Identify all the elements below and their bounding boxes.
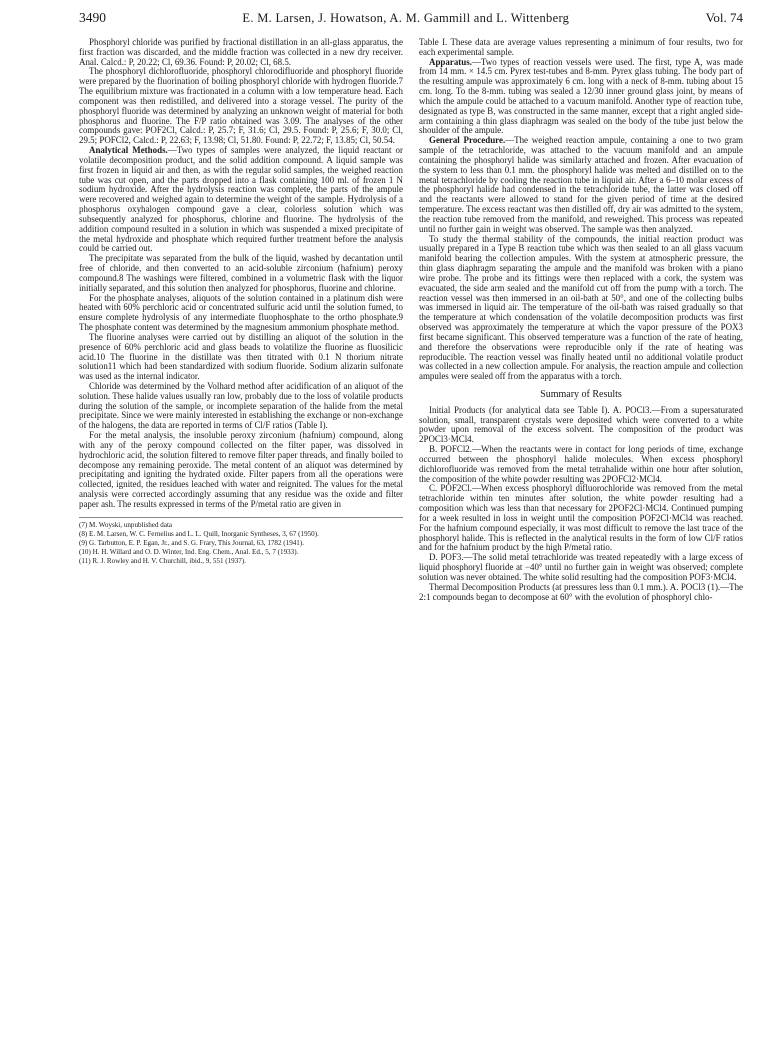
analytical-methods-heading: Analytical Methods.: [89, 145, 168, 156]
paragraph-initial-products: Initial Products (for analytical data see Table I). A. POCl3.—From a supersaturated solution, small, transparent crystals were deposited which were converted to a white powder upon removal of the excess solvent. The composition of the product was 2POCl3·MCl4.: [419, 404, 743, 445]
paragraph-phosphoryl-chloride: Phosphoryl chloride was purified by fractional distillation in an all-glass apparatus, the first fraction was discarded, and the middle fraction was collected in a new dry receiver. Anal. Calcd.: P, 20.22; Cl, 69.36. Found: P, 20.02; Cl, 68.5.: [79, 38, 403, 67]
summary-of-results-title: Summary of Results: [540, 388, 622, 400]
paragraph-phosphate: For the phosphate analyses, aliquots of the solution contained in a platinum dish were heated with 60% perchloric acid or concentrated sulfuric acid until the solution fumed, to ensure complete hydrolysis of any intermediate fluophosphate to the ortho phosphate.9 The phosphate content was determined by the magnesium ammonium phosphate method.: [79, 292, 403, 333]
paragraph-thermal-stability: To study the thermal stability of the compounds, the initial reaction product was usually prepared in a Type B reaction tube which was then sealed to an all glass vacuum manifold bearing the collection ampules. With the system at atmospheric pressure, the thin glass diaphragm separating the ampule and the manifold was broken with a piano wire probe. The probe and its fittings were then replaced with a cork, the system was evacuated, the side arm sealed and the manifold cut off from the pump with a torch. The reaction vessel was then immersed in an oil-bath at 50°, and one of the collecting bulbs was immersed in liquid air. The temperature of the oil-bath was raised gradually so that the temperature at which condensation of the volatile decomposition products was first observed was approximately the temperature at which the vapor pressure of the POX3 first became significant. This observed temperature was a function of the rate of heating, and therefore the observations were reproducible only if the rate of heating was reproducible. The reaction vessel was finally heated until no additional volatile product was collected in a new collection ampule. For analysis, the reaction ampule and collection ampules were sealed off from the apparatus with a torch.: [419, 233, 743, 382]
paragraph-fluorination: The phosphoryl dichlorofluoride, phosphoryl chlorodifluoride and phosphoryl fluoride were prepared by the fluorination of boiling phosphoryl chloride with hydrogen fluoride.7 The equilibrium mixture was fractionated in a column with a low temperature head. Each component was then redistilled, and delivered into a storage vessel. The purity of the phosphoryl fluoride was determined by analyzing an unknown weight of material for both phosphorus and fluorine. The F/P ratio obtained was 3.09. The analyses of the other compounds gave: POF2Cl, Calcd.: P, 25.7; F, 31.6; Cl, 29.5. Found: P, 25.6; F, 30.0; Cl, 29.5; POFCl2, Calcd.: P, 22.63; F, 13.98; Cl, 51.80. Found: P, 22.72; F, 13.85; Cl, 50.54.: [79, 66, 403, 146]
apparatus-heading: Apparatus.: [429, 56, 472, 67]
paragraph-thermal-decomposition: Thermal Decomposition Products (at pressures less than 0.1 mm.). A. POCl3 (1).—The 2:1 compounds began to decompose at 60° with the evolution of phosphoryl chlo-: [419, 581, 743, 602]
footnote-8: (8) E. M. Larsen, W. C. Fernelius and L. L. Quill, Inorganic Syntheses, 3, 67 (1950).: [79, 529, 319, 538]
running-head-authors: E. M. Larsen, J. Howatson, A. M. Gammill and L. Wittenberg: [242, 11, 570, 25]
paragraph-precipitate: The precipitate was separated from the bulk of the liquid, washed by decantation until free of chloride, and then converted to an acid-soluble zirconium (hafnium) peroxy compound.8 The washings were filtered, combined in a volumetric flask with the liquor initially separated, and this solution then analyzed for phosphorus, fluorine and chlorine.: [79, 253, 403, 293]
two-column-body: [79, 38, 743, 1048]
right-column: [419, 38, 743, 1048]
footnotes: [79, 517, 403, 566]
page-number: 3490: [79, 10, 106, 25]
footnote-10: (10) H. H. Willard and O. D. Winter, Ind. Eng. Chem., Anal. Ed., 5, 7 (1933).: [79, 548, 299, 557]
general-procedure-text: —The weighed reaction ampule, containing a one to two gram sample of the tetrachloride, was attached to the vacuum manifold and an ampule containing the phosphoryl halide was similarly attached and frozen. After evacuation of the system to less than 0.1 mm. the phosphoryl halide was melted and distilled on to the metal tetrachloride by cooling the reaction tube in liquid air. After a 6–10 molar excess of the phosphoryl halide had condensed in the tetrachloride tube, the latter was closed off and the reactants were allowed to stand for the given period of time at the desired temperature. The excess reactant was then distilled off, dry air was admitted to the system, the reaction tube removed from the manifold, and reweighed. This process was repeated until no further gain in weight was observed. The sample was then analyzed.: [419, 135, 743, 234]
analytical-methods-text: —Two types of samples were analyzed, the liquid reactant or volatile decomposition product, and the solid addition compound. A liquid sample was first frozen in liquid air and then, as with the regular solid samples, the weighed reaction tube was cut open, and the parts dropped into a flask containing 100 ml. of frozen 1 N sodium hydroxide. After the hydrolysis reaction was complete, the parts of the ampule were recovered and weighed again to determine the weight of the sample. Hydrolysis of a phosphorus oxyhalogen compound gave a clear, colorless solution which was subsequently analyzed for phosphorus, chlorine and fluorine. The hydrolysis of the addition compound resulted in a solution in which was suspended a mixed precipitate of the metal hydroxide and phosphate which required further treatment before the analysis could be carried out.: [79, 145, 403, 254]
paragraph-pof3: D. POF3.—The solid metal tetrachloride was treated repeatedly with a large excess of liquid phosphoryl fluoride at −40° until no further gain in weight was observed; complete solution was never obtained. The white solid resulting had the composition POF3·MCl4.: [419, 552, 743, 582]
paragraph-metal-analysis: For the metal analysis, the insoluble peroxy zirconium (hafnium) compound, along with any of the peroxy compound collected on the filter paper, was dissolved in hydrochloric acid, the solution filtered to remove filter paper threads, and finally boiled to decompose any remaining peroxide. The metal content of an aliquot was determined by precipitating and igniting the hydrated oxide. Filter papers from all the operations were collected, ignited, the residues leached with water and reignited. The values for the metal analysis were corrected accordingly assuming that any residue was the oxide and filter paper ash. The results expressed in terms of the P/metal ratio are given in: [79, 430, 403, 509]
footnote-7: (7) M. Woyski, unpublished data: [79, 520, 173, 529]
footnote-11: (11) R. J. Rowley and H. V. Churchill, ibid., 9, 551 (1937).: [79, 557, 246, 566]
paragraph-table-intro: Table I. These data are average values representing a minimum of four results, two for each experimental sample.: [419, 38, 743, 57]
apparatus-text: —Two types of reaction vessels were used. The first, type A, was made from 14 mm. × 14.5 cm. Pyrex test-tubes and 8-mm. Pyrex glass tubing. The body part of the resulting ampule was approximately 6 cm. long with a neck of 8-mm. tubing about 15 cm. long. To the 8-mm. tubing was sealed a 12/30 inner ground glass joint, by means of which the ampule could be attached to a vacuum manifold. Another type of reaction tube, designated as type B, was constructed in the same manner, except that a right angled side-arm containing a thin glass diaphragm was sealed on the body of the tube just below the shoulder of the ampule.: [419, 56, 743, 136]
general-procedure-heading: General Procedure.: [429, 135, 506, 146]
volume-label: Vol. 74: [705, 10, 743, 25]
paragraph-fluorine: The fluorine analyses were carried out by distilling an aliquot of the solution in the presence of 60% perchloric acid and glass beads to volatilize the fluorine as fluosilicic acid.10 The fluorine in the distillate was then titrated with 0.1 N thorium nitrate solution11 which had been standardized with sodium fluoride. Sodium alizarin sulfonate was used as the internal indicator.: [79, 331, 403, 382]
paragraph-analytical-methods: [79, 146, 403, 254]
paragraph-pof2cl: C. POF2Cl.—When excess phosphoryl difluorochloride was removed from the metal tetrachloride within ten minutes after solution, the white powder resulting had a composition which was less than that necessary for 2POF2Cl·MCl4. Continued pumping for a week resulted in loss in weight until the composition POF2Cl·MCl4 was reached. For the hafnium compound especially, it was most difficult to remove the last trace of the phosphoryl halide. This is reflected in the analytical results in the form of low Cl/F ratios and for the hafnium product by the high P/metal ratio.: [419, 483, 743, 553]
running-head: [79, 10, 743, 32]
left-column: [79, 38, 403, 1048]
paragraph-pofcl2: B. POFCl2.—When the reactants were in contact for long periods of time, exchange occurred between the phosphoryl halide molecules. When excess phosphoryl dichlorofluoride was removed from the metal tetrahalide within one hour after solution, the composition of the white powder resulting was 2POFCl2·MCl4.: [419, 444, 743, 484]
paragraph-apparatus: [419, 58, 743, 137]
footnote-9: (9) G. Tarbutton, E. P. Egan, Jr., and S. G. Frary, This Journal, 63, 1782 (1941).: [79, 538, 304, 547]
paragraph-general-procedure: [419, 136, 743, 234]
paragraph-chloride: Chloride was determined by the Volhard method after acidification of an aliquot of the solution. These halide values usually ran low, probably due to the loss of volatile products during the solution of the sample, or incomplete separation of the halide from the metal precipitate. Since we were mainly interested in establishing the exchange or non-exchange of the halogens, the data are reported in terms of Cl/F ratios (Table I).: [79, 380, 403, 431]
